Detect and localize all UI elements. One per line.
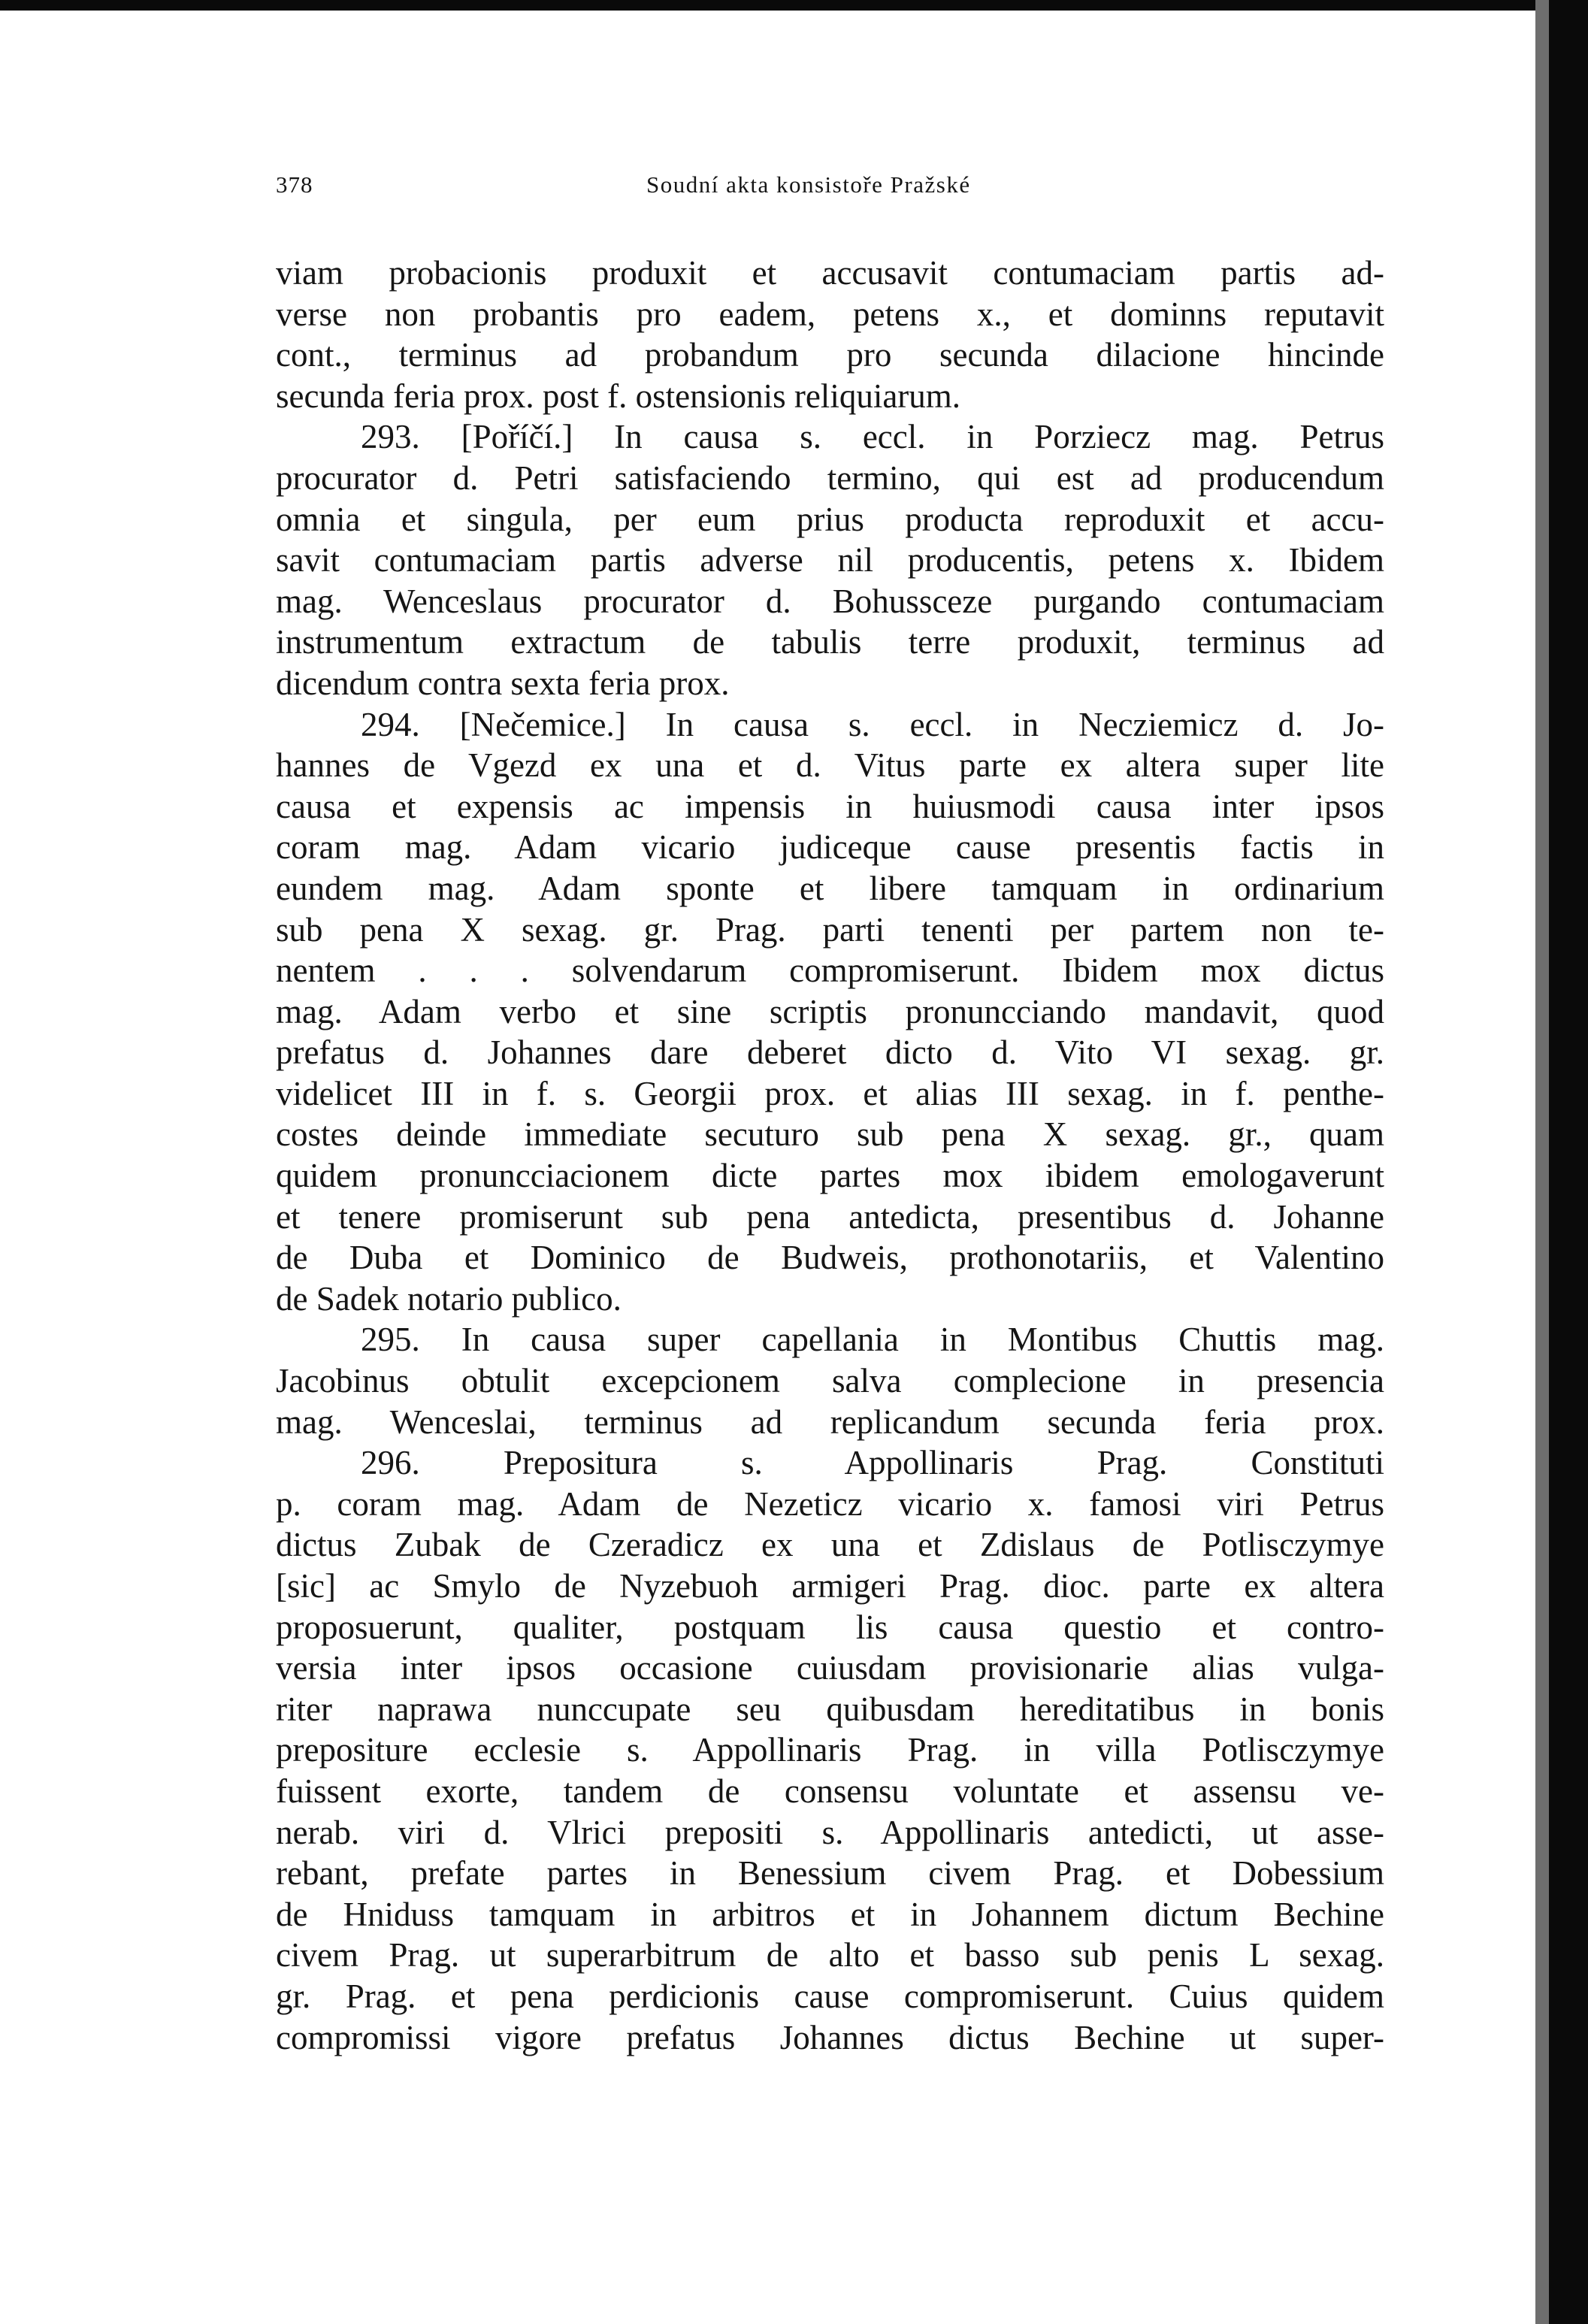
text-line: 293. [Poříčí.] In causa s. eccl. in Porziecz mag. Petrus bbox=[361, 418, 1384, 456]
text-line: 294. [Nečemice.] In causa s. eccl. in Necziemicz d. Jo- bbox=[361, 705, 1384, 743]
text-line: eundem mag. Adam sponte et libere tamquam in ordinarium bbox=[276, 869, 1384, 907]
text-line: riter naprawa nunccupate seu quibusdam hereditatibus in bonis bbox=[276, 1690, 1384, 1728]
text-line: et tenere promiserunt sub pena antedicta, presentibus d. Johanne bbox=[276, 1197, 1384, 1236]
text-line: prepositure ecclesie s. Appollinaris Prag. in villa Potlisczymye bbox=[276, 1731, 1384, 1769]
text-line: prefatus d. Johannes dare deberet dicto d. Vito VI sexag. gr. bbox=[276, 1033, 1384, 1072]
body-text bbox=[276, 253, 1384, 2058]
text-line: 296. Prepositura s. Appollinaris Prag. Constituti bbox=[361, 1444, 1384, 1482]
text-line: versia inter ipsos occasione cuiusdam provisionarie alias vulga- bbox=[276, 1649, 1384, 1687]
text-line: causa et expensis ac impensis in huiusmodi causa inter ipsos bbox=[276, 787, 1384, 825]
text-line: viam probacionis produxit et accusavit contumaciam partis ad- bbox=[276, 254, 1384, 292]
text-line: Jacobinus obtulit excepcionem salva complecione in presencia bbox=[276, 1362, 1384, 1400]
text-line: mag. Adam verbo et sine scriptis pronuncciando mandavit, quod bbox=[276, 992, 1384, 1030]
text-line: instrumentum extractum de tabulis terre produxit, terminus ad bbox=[276, 623, 1384, 661]
text-line: secunda feria prox. post f. ostensionis reliquiarum. bbox=[276, 377, 961, 415]
running-title: Soudní akta konsistoře Pražské bbox=[646, 171, 971, 198]
text-line: hannes de Vgezd ex una et d. Vitus parte ex altera super lite bbox=[276, 746, 1384, 785]
text-line: sub pena X sexag. gr. Prag. parti tenenti per partem non te- bbox=[276, 910, 1384, 949]
text-line: mag. Wenceslaus procurator d. Bohussceze purgando contumaciam bbox=[276, 582, 1384, 620]
text-line: videlicet III in f. s. Georgii prox. et alias III sexag. in f. penthe- bbox=[276, 1074, 1384, 1112]
text-line: mag. Wenceslai, terminus ad replicandum secunda feria prox. bbox=[276, 1403, 1384, 1441]
text-line: savit contumaciam partis adverse nil producentis, petens x. Ibidem bbox=[276, 541, 1384, 579]
text-line: costes deinde immediate secuturo sub pena X sexag. gr., quam bbox=[276, 1115, 1384, 1154]
text-line: compromissi vigore prefatus Johannes dictus Bechine ut super- bbox=[276, 2018, 1384, 2056]
text-line: de Hniduss tamquam in arbitros et in Johannem dictum Bechine bbox=[276, 1895, 1384, 1933]
text-line: [sic] ac Smylo de Nyzebuoh armigeri Prag. dioc. parte ex altera bbox=[276, 1567, 1384, 1605]
text-line: dictus Zubak de Czeradicz ex una et Zdislaus de Potlisczymye bbox=[276, 1526, 1384, 1564]
text-line: rebant, prefate partes in Benessium civem Prag. et Dobessium bbox=[276, 1854, 1384, 1893]
text-line: omnia et singula, per eum prius producta reproduxit et accu- bbox=[276, 500, 1384, 538]
scan-border-right bbox=[1549, 0, 1588, 2324]
text-line: fuissent exorte, tandem de consensu voluntate et assensu ve- bbox=[276, 1772, 1384, 1810]
text-line: proposuerunt, qualiter, postquam lis causa questio et contro- bbox=[276, 1608, 1384, 1646]
text-line: de Sadek notario publico. bbox=[276, 1279, 622, 1318]
text-line: 295. In causa super capellania in Montibus Chuttis mag. bbox=[361, 1321, 1384, 1359]
text-line: cont., terminus ad probandum pro secunda dilacione hincinde bbox=[276, 336, 1384, 374]
running-head bbox=[276, 171, 1384, 209]
text-line: dicendum contra sexta feria prox. bbox=[276, 664, 730, 702]
text-line: coram mag. Adam vicario judiceque cause presentis factis in bbox=[276, 828, 1384, 867]
page-number: 378 bbox=[276, 171, 313, 198]
scan-border-top bbox=[0, 0, 1588, 11]
text-line: p. coram mag. Adam de Nezeticz vicario x. famosi viri Petrus bbox=[276, 1484, 1384, 1523]
text-line: nentem . . . solvendarum compromiserunt. Ibidem mox dictus bbox=[276, 952, 1384, 990]
text-line: quidem pronuncciacionem dicte partes mox ibidem emologaverunt bbox=[276, 1157, 1384, 1195]
text-line: verse non probantis pro eadem, petens x., et dominns reputavit bbox=[276, 295, 1384, 333]
text-line: gr. Prag. et pena perdicionis cause compromiserunt. Cuius quidem bbox=[276, 1977, 1384, 2015]
scan-page-edge bbox=[1535, 0, 1549, 2324]
text-line: nerab. viri d. Vlrici prepositi s. Appollinaris antedicti, ut asse- bbox=[276, 1813, 1384, 1851]
text-line: de Duba et Dominico de Budweis, prothonotariis, et Valentino bbox=[276, 1239, 1384, 1277]
text-line: procurator d. Petri satisfaciendo termino, qui est ad producendum bbox=[276, 458, 1384, 497]
text-line: civem Prag. ut superarbitrum de alto et basso sub penis L sexag. bbox=[276, 1936, 1384, 1974]
